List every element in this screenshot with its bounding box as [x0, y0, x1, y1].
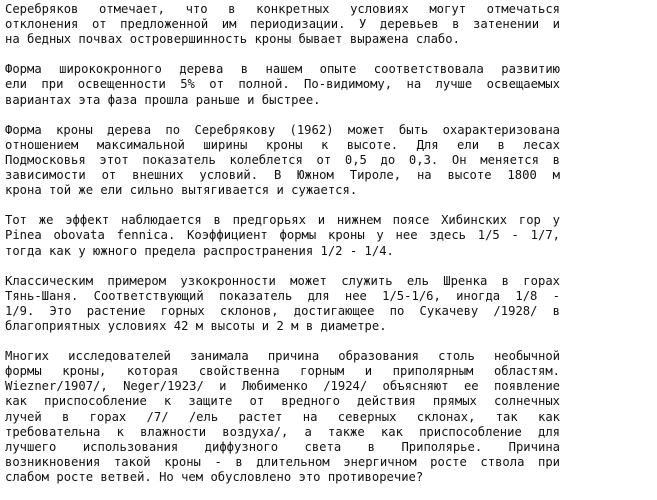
text-line: Pinea obovata fennica. Коэффициент формы кроны у нее здесь 1/5 - 1/7,: [5, 228, 560, 243]
text-line: на бедных почвах островершинность кроны бывает выражена слабо.: [5, 32, 460, 47]
text-line: лучшего использования диффузного света в Приполярье. Причина: [5, 439, 560, 454]
text-line: отношением максимальной ширины кроны к высоте. Для ели в лесах: [5, 137, 560, 152]
text-line: лучей в горах /7/ /ель растет на северных склонах, так как: [5, 409, 560, 424]
text-line: благоприятных условиях 42 м высоты и 2 м в диаметре.: [5, 318, 387, 333]
paragraph-4: [5, 213, 657, 258]
text-line: отклонения от предложенной им периодизации. У деревьев в затенении и: [5, 17, 560, 32]
text-line: Форма ширококронного дерева в нашем опыте соответствовала развитию: [5, 62, 560, 77]
text-line: Классическим примером узкокронности может служить ель Шренка в горах: [5, 273, 560, 288]
text-line: Серебряков отмечает, что в конкретных условиях могут отмечаться: [5, 2, 560, 16]
text-line: Тот же эффект наблюдается в предгорьях и нижнем поясе Хибинских гор у: [5, 213, 560, 228]
text-line: слабом росте ветвей. Но чем обусловлено это противоречие?: [5, 469, 424, 484]
text-line: требовательна к влажности воздуха/, а также как приспособление для: [5, 424, 560, 439]
paragraph-6: [5, 349, 657, 485]
paragraph-5: [5, 274, 657, 334]
paragraph-2: [5, 62, 657, 107]
text-line: Многих исследователей занимала причина образования столь необычной: [5, 349, 560, 364]
text-line: 1/9. Это растение горных склонов, достигающее по Сукачеву /1928/ в: [5, 303, 560, 318]
document-body: [5, 2, 657, 500]
text-line: возникновения такой кроны - в длительном энергичном росте ствола при: [5, 454, 560, 469]
text-line: тогда как у южного предела распространения 1/2 - 1/4.: [5, 243, 394, 258]
text-line: как приспособление к защите от вредного действия прямых солнечных: [5, 394, 560, 409]
paragraph-1: [5, 2, 657, 47]
text-line: формы кроны, которая свойственна горным и приполярным областям.: [5, 364, 560, 379]
text-line: Форма кроны дерева по Серебрякову (1962) может быть охарактеризована: [5, 122, 560, 137]
text-line: зависимости от внешних условий. В Южном Тироле, на высоте 1800 м: [5, 168, 560, 183]
text-line: Wiezner/1907/, Neger/1923/ и Любименко /1924/ объясняют ее появление: [5, 379, 560, 394]
text-line: вариантах эта фаза прошла раньше и быстрее.: [5, 92, 321, 107]
text-line: Тянь-Шаня. Соответствующий показатель для нее 1/5-1/6, иногда 1/8 -: [5, 288, 560, 303]
text-line: ели при освещенности 5% от полной. По-видимому, на лучше освещаемых: [5, 77, 560, 92]
paragraph-3: [5, 123, 657, 198]
text-line: Подмосковья этот показатель колеблется от 0,5 до 0,3. Он меняется в: [5, 152, 560, 167]
text-line: крона той же ели сильно вытягивается и сужается.: [5, 183, 358, 198]
